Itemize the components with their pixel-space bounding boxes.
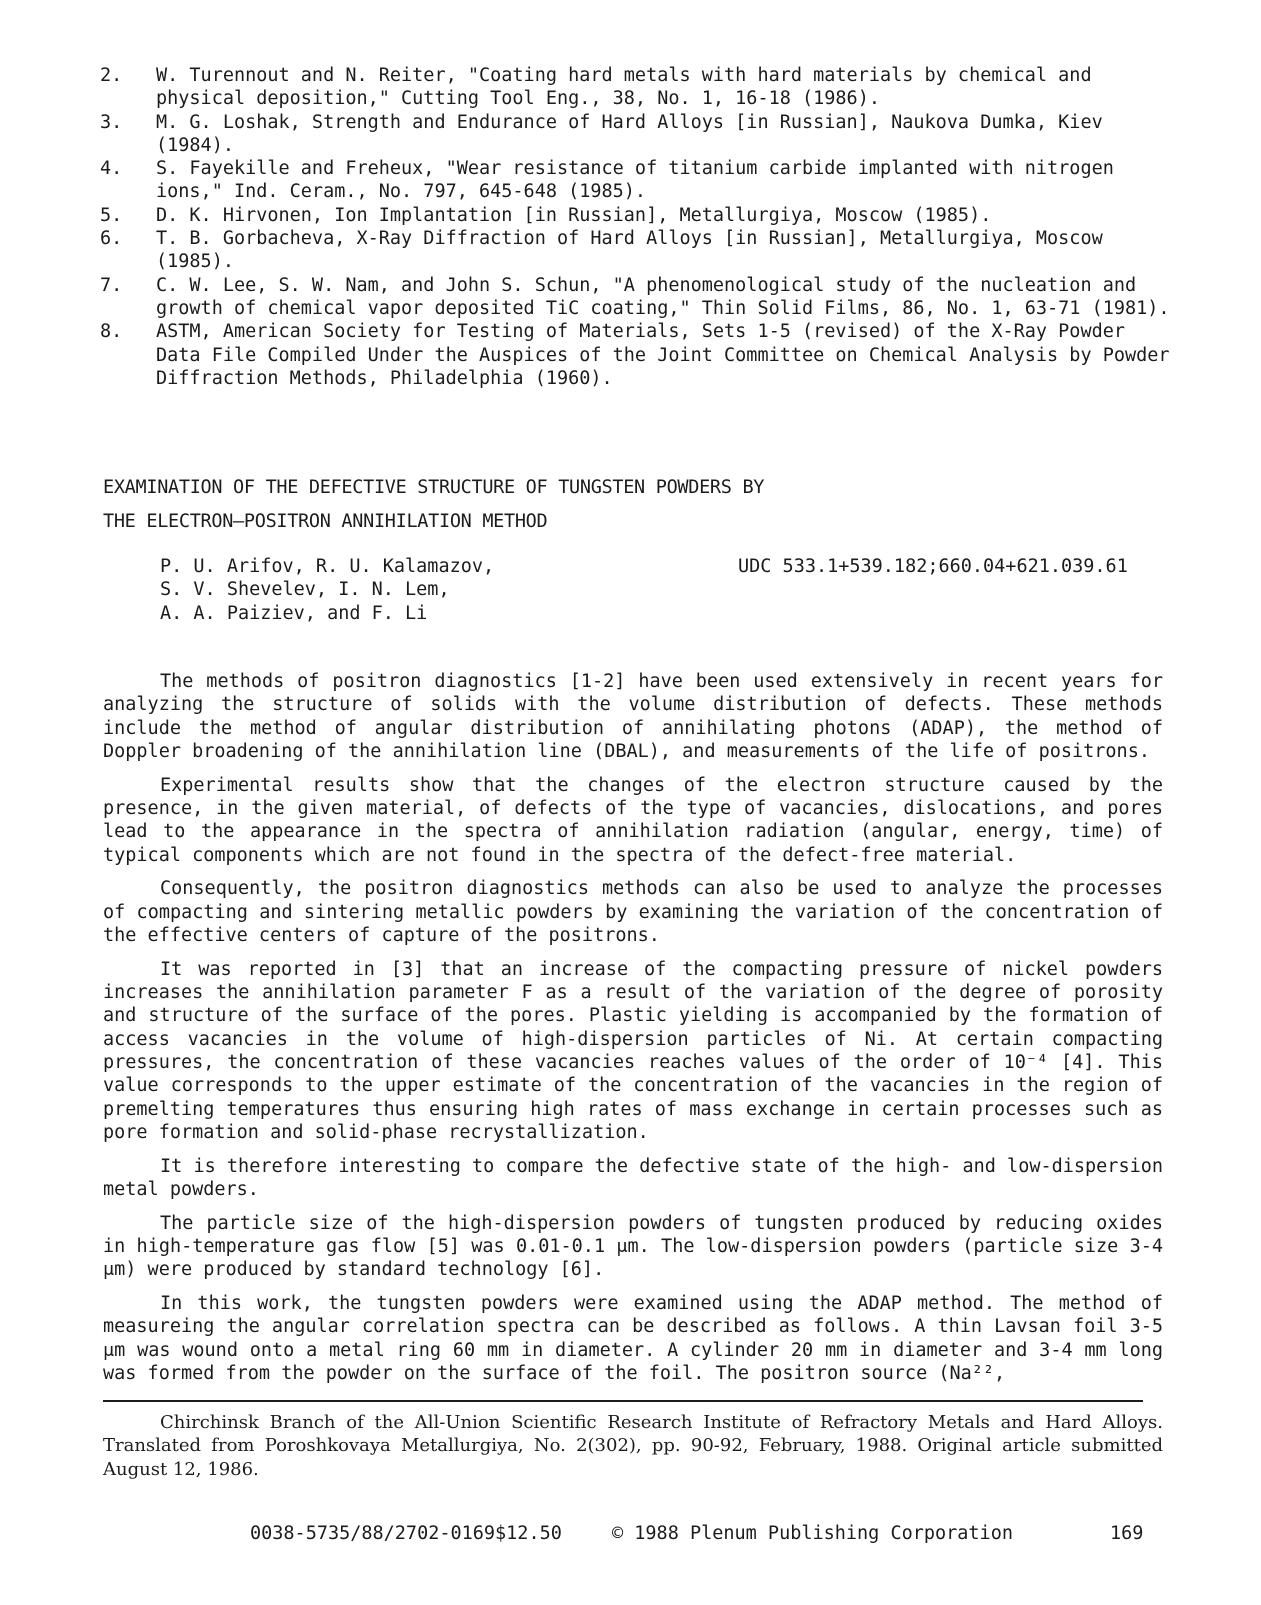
reference-item [100,111,1180,158]
reference-item [100,157,1180,204]
page-number: 169 [1110,1523,1144,1544]
reference-text: M. G. Loshak, Strength and Endurance of Hard Alloys [in Russian], Naukova Dumka, Kiev (1984). [156,111,1103,156]
article-title-line: THE ELECTRON—POSITRON ANNIHILATION METHOD [103,511,548,532]
reference-text: D. K. Hirvonen, Ion Implantation [in Russian], Metallurgiya, Moscow (1985). [156,204,992,226]
footnote [103,1411,1163,1481]
body-paragraph: Experimental results show that the changes of the electron structure caused by the presence, in the given material, of defects of the type of vacancies, dislocations, and pores lead to the appearance in the spectra of annihilation radiation (angular, energy, time) of typical components which are not found in the spectra of the defect-free material. [103,774,1163,866]
reference-number: 7. [100,274,123,296]
body-paragraph: It is therefore interesting to compare the defective state of the high- and low-dispersion metal powders. [103,1155,1163,1200]
author-line: P. U. Arifov, R. U. Kalamazov, [160,556,495,577]
footnote-text: Chirchinsk Branch of the All-Union Scientific Research Institute of Refractory Metals and Hard Alloys. Translated from Poroshkovaya Metallurgiya, No. 2(302), pp. 90-92, February, 1988. Original article submitted August 12, 1986. [103,1412,1163,1480]
reference-number: 4. [100,158,123,180]
reference-number: 5. [100,204,123,226]
reference-item [100,274,1180,321]
reference-number: 8. [100,321,123,343]
author-line: A. A. Paiziev, and F. Li [160,602,428,624]
reference-item [100,320,1180,390]
reference-text: C. W. Lee, S. W. Nam, and John S. Schun, "A phenomenological study of the nucleation and growth of chemical vapor deposited TiC coating," Thin Solid Films, 86, No. 1, 63-71 (1981). [156,274,1170,319]
copyright-notice: © 1988 Plenum Publishing Corporation [612,1523,1013,1544]
body-paragraph: Consequently, the positron diagnostics methods can also be used to analyze the processes of compacting and sintering metallic powders by examining the variation of the concentration of the effective centers of capture of the positrons. [103,878,1163,946]
article-body [103,670,1163,1396]
reference-list [100,64,1180,390]
reference-number: 6. [100,228,123,250]
author-list [160,555,494,625]
reference-item [100,204,1180,227]
article-title [103,476,1103,544]
reference-text: S. Fayekille and Freheux, "Wear resistance of titanium carbide implanted with nitrogen ions," Ind. Ceram., No. 797, 645-648 (1985). [156,158,1114,203]
body-paragraph: In this work, the tungsten powders were examined using the ADAP method. The method of measureing the angular correlation spectra can be described as follows. A thin Lavsan foil 3-5 μm was wound onto a metal ring 60 mm in diameter. A cylinder 20 mm in diameter and 3-4 mm long was formed from the powder on the surface of the foil. The positron source (Na²², [103,1293,1163,1385]
publication-code: 0038-5735/88/2702-0169$12.50 [250,1523,562,1544]
reference-item [100,227,1180,274]
author-line: S. V. Shevelev, I. N. Lem, [160,579,450,601]
udc-code: UDC 533.1+539.182;660.04+621.039.61 [738,556,1128,577]
reference-number: 2. [100,65,123,86]
reference-item [100,64,1180,111]
article-title-line: EXAMINATION OF THE DEFECTIVE STRUCTURE OF TUNGSTEN POWDERS BY [103,477,765,498]
footnote-divider [103,1400,1143,1402]
body-paragraph: The particle size of the high-dispersion powders of tungsten produced by reducing oxides in high-temperature gas flow [5] was 0.01-0.1 μm. The low-dispersion powders (particle size 3-4 μm) were produced by standard technology [6]. [103,1212,1163,1281]
body-paragraph: The methods of positron diagnostics [1-2] have been used extensively in recent years for analyzing the structure of solids with the volume distribution of defects. These methods include the method of angular distribution of annihilating photons (ADAP), the method of Doppler broadening of the annihilation line (DBAL), and measurements of the life of positrons. [103,671,1163,762]
body-paragraph: It was reported in [3] that an increase of the compacting pressure of nickel powders increases the annihilation parameter F as a result of the variation of the degree of porosity and structure of the surface of the pores. Plastic yielding is accompanied by the formation of access vacancies in the volume of high-dispersion particles of Ni. At certain compacting pressures, the concentration of these vacancies reaches values of the order of 10⁻⁴ [4]. This value corresponds to the upper estimate of the concentration of the vacancies in the region of premelting temperatures thus ensuring high rates of mass exchange in certain processes such as pore formation and solid-phase recrystallization. [103,958,1163,1143]
reference-text: T. B. Gorbacheva, X-Ray Diffraction of Hard Alloys [in Russian], Metallurgiya, Moscow (1985). [156,228,1103,273]
reference-number: 3. [100,111,123,133]
reference-text: ASTM, American Society for Testing of Materials, Sets 1-5 (revised) of the X-Ray Powder Data File Compiled Under the Auspices of the Joint Committee on Chemical Analysis by Powder Diffraction Methods, Philadelphia (1960). [156,321,1170,389]
reference-text: W. Turennout and N. Reiter, "Coating hard metals with hard materials by chemical and physical deposition," Cutting Tool Eng., 38, No. 1, 16-18 (1986). [156,65,1092,110]
